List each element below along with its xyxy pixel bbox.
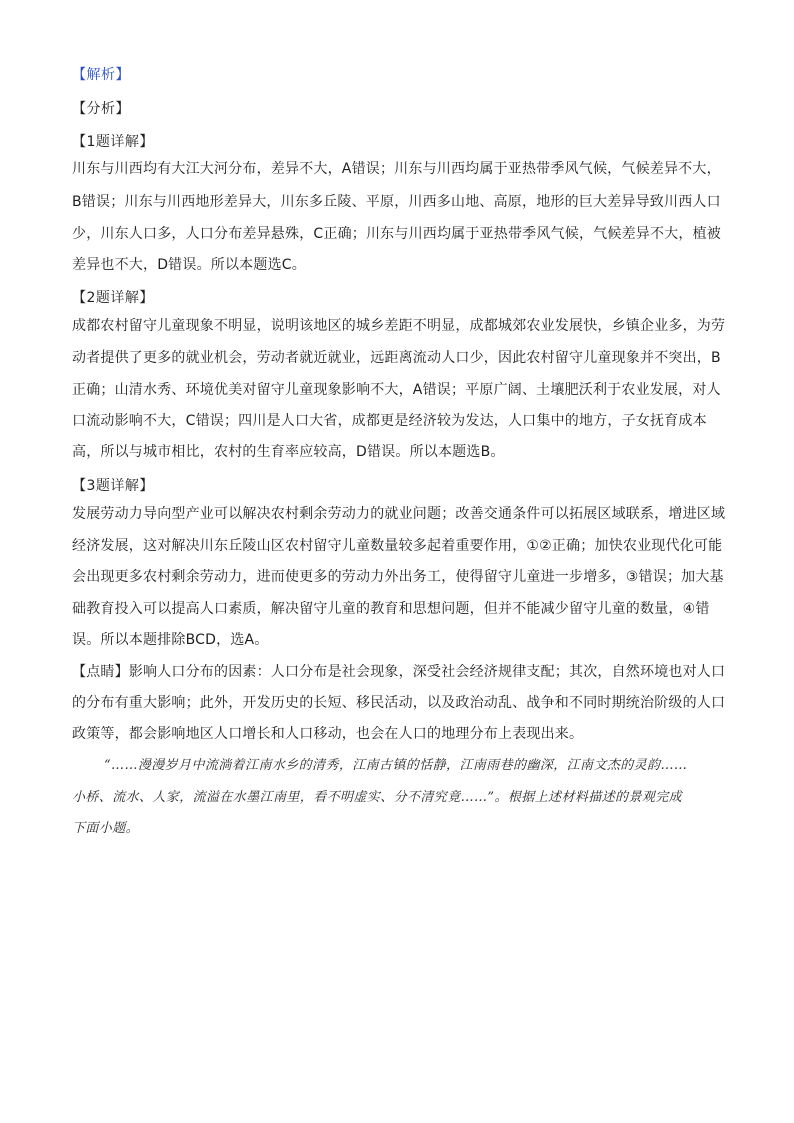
q2-line: 高，所以与城市相比，农村的生育率应较高，D错误。所以本题选B。 [72,444,505,460]
q2-line: 成都农村留守儿童现象不明显，说明该地区的城乡差距不明显，成都城郊农业发展快，乡镇企业多，为劳 [72,318,726,334]
q3-line: 误。所以本题排除BCD，选A。 [72,632,269,648]
dianjing-line: 【点睛】影响人口分布的因素：人口分布是社会现象，深受社会经济规律支配；其次，自然环境也对人口 [72,664,726,680]
passage-line: 下面小题。 [72,821,140,836]
q1-line: 川东与川西均有大江大河分布，差异不大，A错误；川东与川西均属于亚热带季风气候，气候差异不大， [72,161,721,177]
q1-line: B错误；川东与川西地形差异大，川东多丘陵、平原，川西多山地、高原，地形的巨大差异导致川西人口 [72,194,721,210]
dianjing-line: 政策等，都会影响地区人口增长和人口移动，也会在人口的地理分布上表现出来。 [72,726,584,742]
heading-q2: 【2题详解】 [72,290,154,306]
heading-q1: 【1题详解】 [72,134,154,150]
q1-line: 差异也不大，D错误。所以本题选C。 [72,257,306,273]
q2-line: 动者提供了更多的就业机会，劳动者就近就业，远距离流动人口少，因此农村留守儿童现象并不突出，B [72,350,721,366]
q3-line: 发展劳动力导向型产业可以解决农村剩余劳动力的就业问题；改善交通条件可以拓展区域联系，增进区域 [72,506,726,522]
q1-line: 少，川东人口多，人口分布差异悬殊，C正确；川东与川西均属于亚热带季风气候，气候差异不大，植被 [72,226,721,242]
q2-line: 口流动影响不大，C错误；四川是人口大省，成都更是经济较为发达，人口集中的地方，子女抚育成本 [72,413,707,429]
dianjing-line: 的分布有重大影响；此外，开发历史的长短、移民活动，以及政治动乱、战争和不同时期统治阶级的人口 [72,695,726,711]
heading-q3: 【3题详解】 [72,478,154,494]
q3-line: 础教育投入可以提高人口素质，解决留守儿童的教育和思想问题，但并不能减少留守儿童的数量，④错 [72,601,710,617]
q2-line: 正确；山清水秀、环境优美对留守儿童现象影响不大，A错误；平原广阔、土壤肥沃利于农业发展，对人 [72,382,721,398]
passage-line: 小桥、流水、人家，流溢在水墨江南里，看不明虚实、分不清究竟……”。根据上述材料描述的景观完成 [72,790,683,805]
passage-line: “……漫漫岁月中流淌着江南水乡的清秀，江南古镇的恬静，江南雨巷的幽深，江南文杰的灵韵…… [104,758,688,773]
q3-line: 经济发展，这对解决川东丘陵山区农村留守儿童数量较多起着重要作用，①②正确；加快农业现代化可能 [72,538,723,554]
heading-fenxi: 【分析】 [72,101,130,117]
heading-dianjing: 【点睛】 [72,664,129,680]
q3-line: 会出现更多农村剩余劳动力，进而使更多的劳动力外出务工，使得留守儿童进一步增多，③错误；加大基 [72,569,724,585]
heading-jiexi: 【解析】 [72,67,130,83]
